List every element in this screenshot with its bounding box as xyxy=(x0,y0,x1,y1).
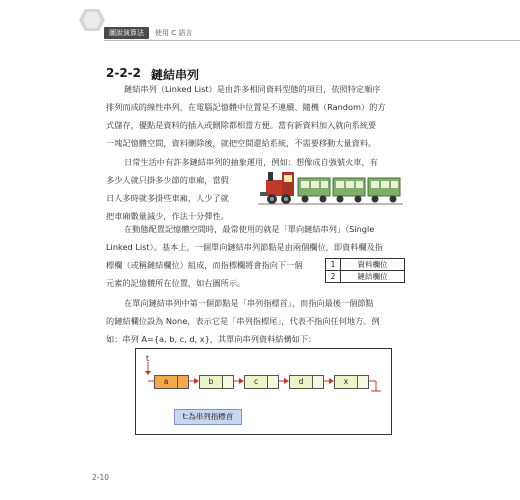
field-label: 鏈結欄位 xyxy=(357,272,388,281)
paragraph-line: 標欄（或稱鏈結欄位）組成，而指標欄將會指向下一個 xyxy=(106,260,303,270)
section-title: 鏈結串列 xyxy=(151,68,200,82)
node-value: x xyxy=(335,376,357,388)
field-number: 1 xyxy=(326,259,341,270)
paragraph-linked-list-definition xyxy=(106,80,406,152)
node-value: d xyxy=(290,376,312,388)
book-subtitle: 使用 C 語言 xyxy=(155,29,193,37)
node-field-diagram xyxy=(325,258,405,283)
head-pointer-label: t xyxy=(146,354,149,363)
running-header xyxy=(104,27,192,39)
paragraph-line: 多少人就只掛多少節的車廂，當假 xyxy=(106,175,229,185)
section-number: 2-2-2 xyxy=(106,66,142,80)
field-row-data xyxy=(326,259,404,270)
list-node-d xyxy=(289,375,324,389)
paragraph-line: 的鏈結欄位設為 None，表示它是「串列指標尾」，代表不指向任何地方。例 xyxy=(106,316,380,326)
list-node-c xyxy=(244,375,279,389)
field-row-link xyxy=(326,270,404,282)
paragraph-line: 一塊記憶體空間，資料刪除後，就把空間還給系統，不需要移動大量資料。 xyxy=(106,138,377,148)
node-value: a xyxy=(155,376,177,388)
paragraph-head-tail xyxy=(106,294,406,348)
diagram-caption: t:為串列指標首 xyxy=(174,409,242,425)
paragraph-line: 日常生活中有許多鏈結串列的抽象運用，例如：想像成自強號火車，有 xyxy=(124,157,378,167)
node-pointer-field xyxy=(312,376,323,388)
node-pointer-field xyxy=(357,376,368,388)
node-value: b xyxy=(200,376,222,388)
list-node-x xyxy=(334,375,369,389)
linked-list-diagram xyxy=(135,348,392,435)
paragraph-line: 把車廂數量減少，作法十分彈性。 xyxy=(106,211,229,221)
paragraph-line: 日人多時就多掛些車廂，人少了就 xyxy=(106,193,229,203)
hexagon-decoration-icon xyxy=(78,8,106,32)
node-pointer-field xyxy=(267,376,278,388)
paragraph-line: 元素的記憶體所在位置，如右圖所示。 xyxy=(106,278,246,288)
paragraph-train-analogy-body xyxy=(106,171,256,225)
book-title-tag: 圖說演算法 xyxy=(104,27,149,39)
train-illustration xyxy=(258,166,403,208)
head-pointer-arrowhead xyxy=(145,371,151,375)
node-value: c xyxy=(245,376,267,388)
paragraph-line: 式儲存，優點是資料的插入或刪除都相當方便。當有新資料加入就向系統要 xyxy=(106,120,377,130)
list-node-b xyxy=(199,375,234,389)
paragraph-line: Linked List）。基本上，一個單向鏈結串列節點是由兩個欄位，即資料欄及指 xyxy=(106,242,383,252)
paragraph-line: 如：串列 A={a, b, c, d, x}，其單向串列資料結構如下： xyxy=(106,334,317,344)
node-pointer-field xyxy=(177,376,188,388)
paragraph-line: 在動態配置記憶體空間時，最常使用的就是「單向鏈結串列」（Single xyxy=(124,224,375,234)
paragraph-line: 鏈結串列（Linked List）是由許多相同資料型態的項目，依照特定順序 xyxy=(124,84,381,94)
paragraph-line: 在單向鏈結串列中第一個節點是「串列指標首」，而指向最後一個節點 xyxy=(124,298,374,308)
field-label: 資料欄位 xyxy=(357,260,388,269)
header-divider xyxy=(104,40,520,41)
page-number: 2-10 xyxy=(92,473,110,482)
node-pointer-field xyxy=(222,376,233,388)
field-number: 2 xyxy=(326,271,341,282)
paragraph-line: 排列而成的線性串列，在電腦記憶體中位置是不連續、隨機（Random）的方 xyxy=(106,102,386,112)
list-node-a xyxy=(154,375,189,389)
